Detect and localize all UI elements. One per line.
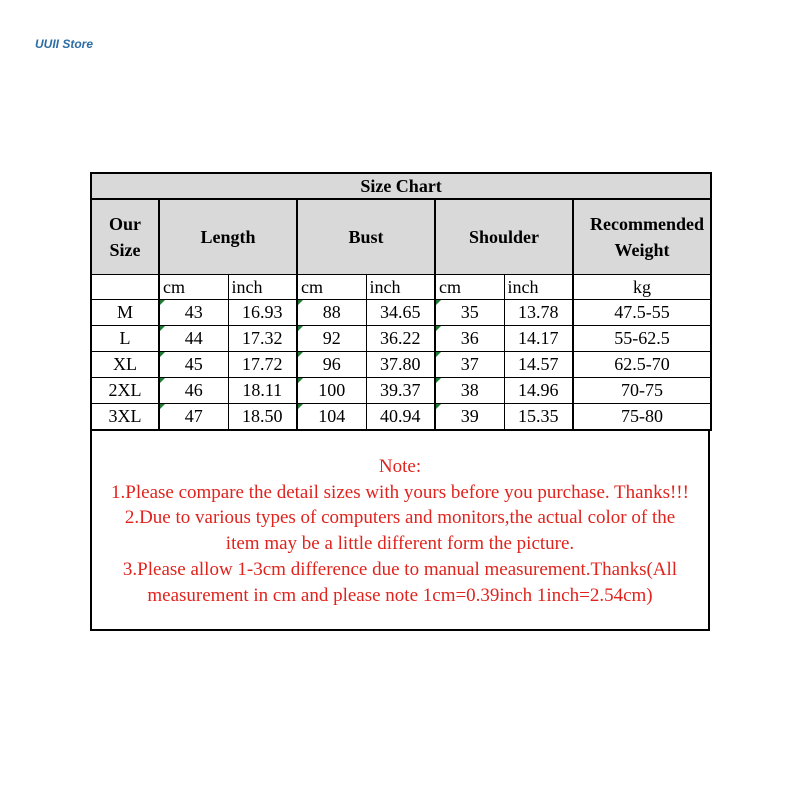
unit-length-cm: cm	[159, 275, 228, 300]
cell-bust-cm	[297, 326, 366, 352]
cell-value: 44	[184, 328, 203, 348]
cell-length-inch	[228, 404, 297, 431]
cell-marker-icon	[298, 404, 303, 409]
cell-value: 39	[460, 406, 479, 426]
header-length: Length	[159, 199, 297, 275]
cell-weight-kg	[573, 404, 711, 431]
size-table	[90, 172, 712, 431]
header-recommended-weight: Recommended Weight	[573, 199, 711, 275]
cell-value: 43	[184, 302, 203, 322]
note-line-3: item may be a little different form the picture.	[225, 533, 575, 555]
cell-marker-icon	[160, 352, 165, 357]
cell-value: 100	[318, 380, 346, 400]
size-chart-title: Size Chart	[91, 173, 711, 199]
cell-value: 96	[322, 354, 341, 374]
notes-box	[90, 431, 710, 631]
cell-value: 36.22	[380, 328, 421, 348]
cell-weight-kg	[573, 352, 711, 378]
cell-length-inch	[228, 300, 297, 326]
store-brand: UUII Store	[35, 37, 94, 51]
header-our-size: Our Size	[91, 199, 159, 275]
cell-value: 18.11	[242, 380, 283, 400]
cell-length-inch	[228, 352, 297, 378]
cell-marker-icon	[160, 326, 165, 331]
cell-marker-icon	[298, 300, 303, 305]
cell-value: 18.50	[242, 406, 283, 426]
header-bust: Bust	[297, 199, 435, 275]
cell-marker-icon	[436, 352, 441, 357]
cell-weight-kg	[573, 378, 711, 404]
unit-bust-cm: cm	[297, 275, 366, 300]
cell-marker-icon	[436, 404, 441, 409]
cell-marker-icon	[436, 378, 441, 383]
cell-weight-kg	[573, 326, 711, 352]
cell-value: 17.72	[242, 354, 283, 374]
size-label: XL	[91, 352, 159, 378]
cell-marker-icon	[160, 300, 165, 305]
cell-weight-kg	[573, 300, 711, 326]
cell-value: 75-80	[621, 406, 664, 426]
cell-marker-icon	[436, 300, 441, 305]
table-row	[91, 352, 711, 378]
unit-bust-inch: inch	[366, 275, 435, 300]
cell-shoulder-inch	[504, 352, 573, 378]
size-label: 2XL	[91, 378, 159, 404]
note-line-5: measurement in cm and please note 1cm=0.39inch 1inch=2.54cm)	[147, 584, 653, 606]
cell-value: 15.35	[518, 406, 559, 426]
cell-value: 17.32	[242, 328, 283, 348]
cell-bust-inch	[366, 378, 435, 404]
cell-value: 37.80	[380, 354, 421, 374]
cell-shoulder-inch	[504, 326, 573, 352]
cell-length-cm	[159, 378, 228, 404]
cell-value: 45	[184, 354, 203, 374]
size-label: L	[91, 326, 159, 352]
cell-length-cm	[159, 300, 228, 326]
cell-value: 70-75	[621, 380, 664, 400]
cell-value: 36	[460, 328, 479, 348]
cell-bust-cm	[297, 378, 366, 404]
cell-value: 62.5-70	[614, 354, 670, 374]
table-row	[91, 326, 711, 352]
note-heading: Note:	[378, 456, 422, 477]
cell-shoulder-cm	[435, 326, 504, 352]
cell-value: 47	[184, 406, 203, 426]
cell-shoulder-inch	[504, 300, 573, 326]
cell-shoulder-cm	[435, 404, 504, 431]
note-line-4: 3.Please allow 1-3cm difference due to manual measurement.Thanks(All	[122, 558, 678, 580]
cell-length-inch	[228, 378, 297, 404]
cell-marker-icon	[298, 378, 303, 383]
cell-value: 47.5-55	[614, 302, 670, 322]
cell-shoulder-cm	[435, 352, 504, 378]
cell-marker-icon	[298, 326, 303, 331]
table-row	[91, 378, 711, 404]
cell-value: 35	[460, 302, 479, 322]
cell-value: 39.37	[380, 380, 421, 400]
cell-value: 92	[322, 328, 341, 348]
cell-bust-inch	[366, 300, 435, 326]
cell-length-cm	[159, 352, 228, 378]
cell-bust-inch	[366, 404, 435, 431]
cell-value: 16.93	[242, 302, 283, 322]
cell-marker-icon	[160, 404, 165, 409]
cell-bust-cm	[297, 404, 366, 431]
cell-bust-cm	[297, 352, 366, 378]
cell-marker-icon	[436, 326, 441, 331]
cell-value: 46	[184, 380, 203, 400]
cell-value: 14.57	[518, 354, 559, 374]
cell-marker-icon	[160, 378, 165, 383]
cell-value: 34.65	[380, 302, 421, 322]
size-label: 3XL	[91, 404, 159, 431]
units-row	[91, 275, 711, 300]
cell-value: 40.94	[380, 406, 421, 426]
cell-shoulder-inch	[504, 404, 573, 431]
cell-value: 14.96	[518, 380, 559, 400]
cell-bust-inch	[366, 352, 435, 378]
cell-bust-inch	[366, 326, 435, 352]
cell-length-cm	[159, 326, 228, 352]
cell-value: 14.17	[518, 328, 559, 348]
unit-shoulder-inch: inch	[504, 275, 573, 300]
cell-value: 13.78	[518, 302, 559, 322]
unit-blank	[91, 275, 159, 300]
size-label: M	[91, 300, 159, 326]
header-shoulder: Shoulder	[435, 199, 573, 275]
cell-value: 38	[460, 380, 479, 400]
cell-value: 55-62.5	[614, 328, 670, 348]
table-row	[91, 300, 711, 326]
unit-weight-kg: kg	[573, 275, 711, 300]
cell-length-inch	[228, 326, 297, 352]
cell-value: 88	[322, 302, 341, 322]
unit-shoulder-cm: cm	[435, 275, 504, 300]
cell-shoulder-inch	[504, 378, 573, 404]
cell-length-cm	[159, 404, 228, 431]
note-line-2: 2.Due to various types of computers and monitors,the actual color of the	[124, 507, 676, 529]
table-row	[91, 404, 711, 431]
note-line-1: 1.Please compare the detail sizes with yours before you purchase. Thanks!!!	[111, 481, 689, 503]
cell-bust-cm	[297, 300, 366, 326]
cell-shoulder-cm	[435, 300, 504, 326]
cell-shoulder-cm	[435, 378, 504, 404]
cell-value: 37	[460, 354, 479, 374]
unit-length-inch: inch	[228, 275, 297, 300]
cell-value: 104	[318, 406, 346, 426]
cell-marker-icon	[298, 352, 303, 357]
size-chart	[90, 172, 710, 631]
size-rows	[91, 300, 711, 431]
